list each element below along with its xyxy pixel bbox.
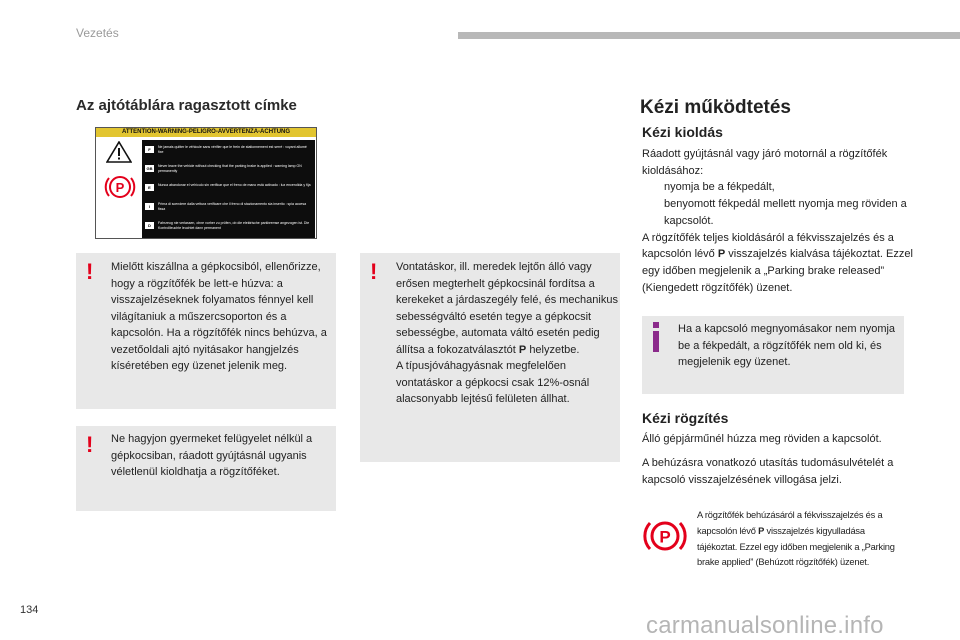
page-number: 134: [20, 604, 39, 616]
warning-exclamation-icon: !: [86, 432, 94, 457]
door-label-image: [95, 127, 317, 239]
chapter-title: Vezetés: [76, 26, 119, 40]
release-instructions: Ráadott gyújtásnál vagy járó motornál a rögzítőfék kioldásához: nyomja be a fékpedált, benyomott fékpedál mellett nyomja meg röviden a kapcsolót. A rögzítőfék teljes kioldásáról a fékvisszajelzés és a kapcsolón lévő P visszajelzés kialvása tájékoztat. Ezzel egy időben megjelenik a „Parking brake released” (Kiengedett rögzítőfék) üzenet.: [642, 146, 917, 296]
label-row: E Nunca abandonar el vehículo sin verificar que el freno de mano está activado : luz encendida y fija: [142, 182, 315, 196]
warning-text: Mielőtt kiszállna a gépkocsiból, ellenőrizze, hogy a rögzítőfék be lett-e húzva: a visszajelzéseknek folyamatos fénnyel kell világítaniuk a műszercsoporton és a kapcsolón. Ha a rögzítőfék nincs behúzva, a vezetőoldali ajtó nyitásakor hangjelzés kíséretében egy üzenet jelenik meg.: [111, 261, 327, 372]
warning-triangle-icon: [106, 141, 132, 168]
label-row: I Prima di scendere dalla vettura verificare che il freno di stazionamento sia inserito : spia accesa fissa: [142, 201, 315, 215]
warning-box-children: [76, 426, 336, 511]
label-heading: ATTENTION-WARNING-PELIGRO-AVVERTENZA-ACHTUNG: [96, 128, 316, 137]
apply-note: A rögzítőfék behúzásáról a fékvisszajelzés és a kapcsolón lévő P visszajelzés kigyulladása tájékoztat. Ezzel egy időben megjelenik a „Parking brake applied” (Behúzott rögzítőfék) üzenet.: [697, 510, 895, 568]
apply-text-2: A behúzásra vonatkozó utasítás tudomásulvételét a kapcsoló visszajelzésének villogása jelzi.: [642, 457, 894, 486]
warning-text: Ne hagyjon gyermeket felügyelet nélkül a gépkocsiban, ráadott gyújtásnál ugyanis véletlenül kioldhatja a rögzítőféket.: [111, 433, 313, 478]
section-title-manual-operation: Kézi működtetés: [640, 97, 791, 118]
list-item: benyomott fékpedál mellett nyomja meg röviden a kapcsolót.: [664, 198, 907, 227]
svg-text:P: P: [659, 527, 671, 547]
warning-exclamation-icon: !: [86, 259, 94, 284]
watermark: carmanualsonline.info: [646, 612, 884, 639]
list-item: nyomja be a fékpedált,: [664, 181, 775, 194]
warning-text: Vontatáskor, ill. meredek lejtőn álló vagy erősen megterhelt gépkocsinál fordítsa a kerekeket a járdaszegély felé, és mechanikus sebességváltó esetén tegye a gépkocsit sebességbe, automata váltó esetén pedig állítsa a fokozatválasztót P helyzetbe. A típusjóváhagyásnak megfelelően vontatáskor a gépkocsi csak 12%-osnál alacsonyabb lejtésű felületen állhat.: [396, 261, 618, 405]
header-rule: [458, 32, 960, 39]
info-icon: [652, 322, 660, 352]
subtitle-manual-apply: Kézi rögzítés: [642, 410, 729, 426]
subtitle-manual-release: Kézi kioldás: [642, 124, 723, 140]
svg-text:P: P: [115, 180, 125, 195]
warning-box-slope: [360, 253, 620, 462]
label-row: D Fahrzeug nie verlassen, ohne vorher zu prüfen, ob die elektrische parkbremse angezogen ist. Die Kontrollleuchte leuchtet dann permanent: [142, 220, 315, 234]
info-text: Ha a kapcsoló megnyomásakor nem nyomja be a fékpedált, a rögzítőfék nem old ki, és megjelenik egy üzenet.: [678, 323, 896, 369]
warning-exclamation-icon: !: [370, 259, 378, 284]
section-title-door-label: Az ajtótáblára ragasztott címke: [76, 97, 297, 114]
parking-brake-icon: [104, 173, 136, 206]
apply-text-1: Álló gépjárműnél húzza meg röviden a kapcsolót.: [642, 433, 882, 445]
label-row: F Ne jamais quitter le véhicule sans vérifier que le frein de stationnement est serré : voyant allumé fixe: [142, 144, 315, 158]
info-box-release: [642, 316, 904, 394]
label-translations: [142, 140, 315, 238]
parking-brake-icon: [643, 517, 687, 560]
label-row: GB Never leave the vehicle without checking that the parking brake is applied : warning lamp ON permanently: [146, 164, 302, 173]
warning-box-leave-vehicle: [76, 253, 336, 409]
